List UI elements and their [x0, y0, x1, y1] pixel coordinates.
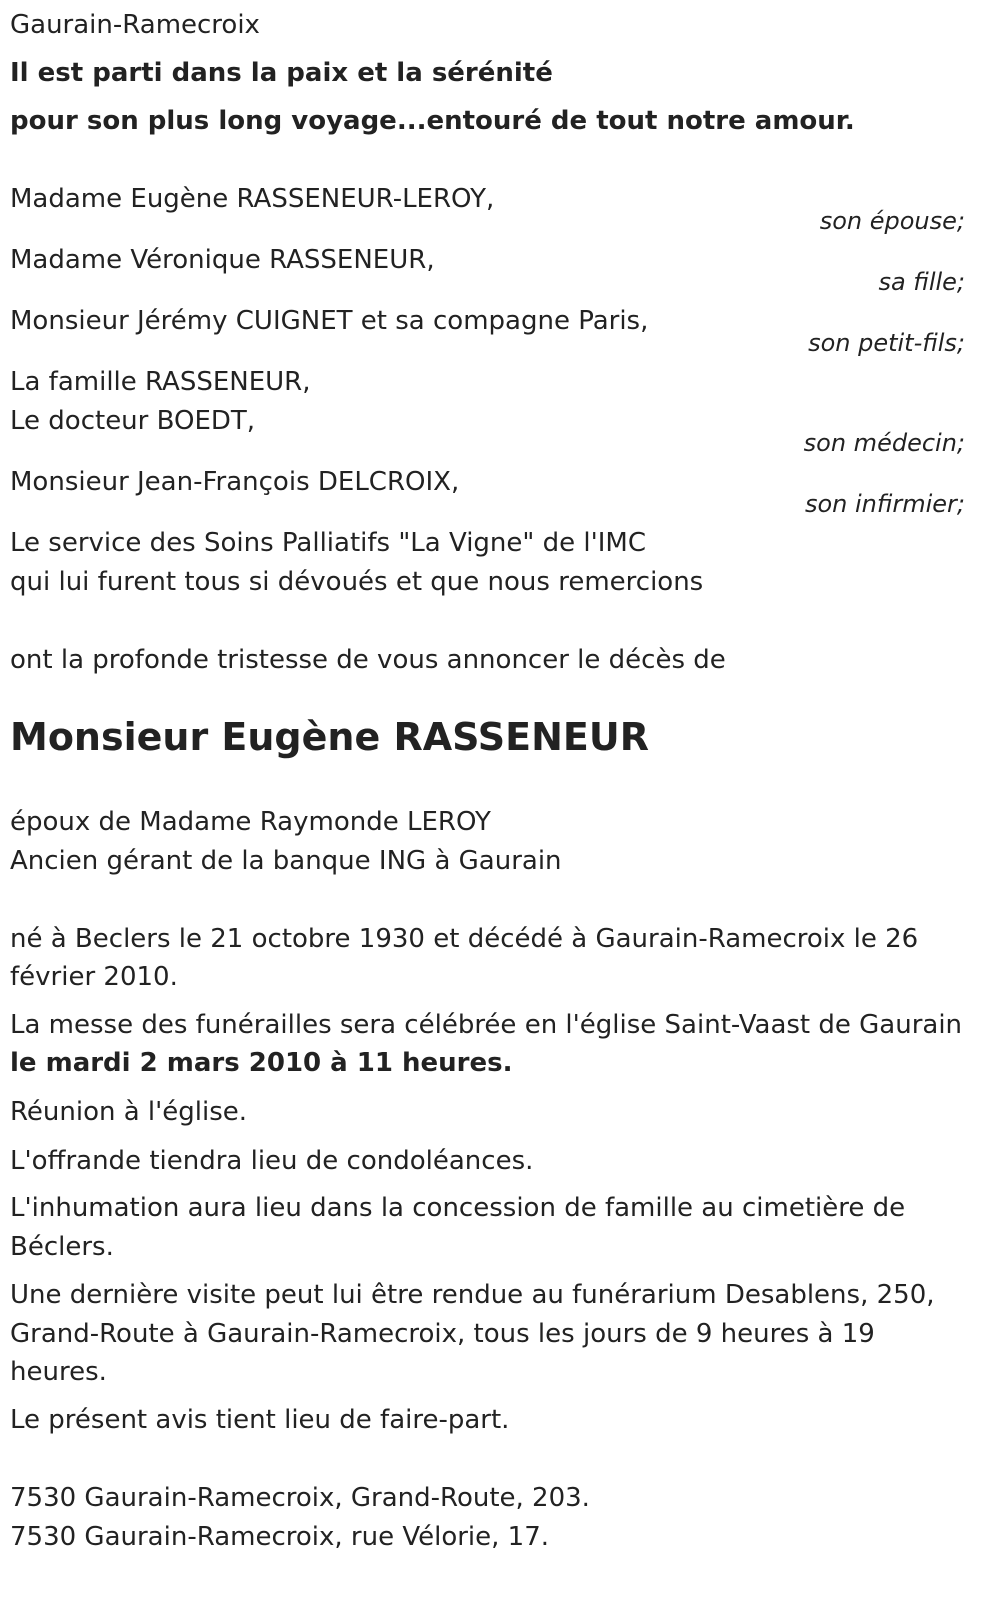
mass-date-line: le mardi 2 mars 2010 à 11 heures. — [10, 1048, 513, 1078]
family-member-doctor: Le docteur BOEDT, — [10, 406, 256, 436]
address-2: 7530 Gaurain-Ramecroix, rue Vélorie, 17. — [10, 1522, 550, 1552]
family-role-spouse: son épouse; — [819, 207, 965, 235]
family-member-grandson: Monsieur Jérémy CUIGNET et sa compagne Paris, — [10, 306, 649, 336]
family-member-spouse: Madame Eugène RASSENEUR-LEROY, — [10, 184, 495, 214]
family-role-doctor: son médecin; — [803, 429, 965, 457]
family-role-daughter: sa fille; — [878, 268, 965, 296]
spouse-line: époux de Madame Raymonde LEROY — [10, 807, 491, 837]
family-member-nurse: Monsieur Jean-François DELCROIX, — [10, 467, 460, 497]
visit-line-3: heures. — [10, 1357, 107, 1387]
gathering-text: Réunion à l'église. — [10, 1097, 248, 1127]
location-header: Gaurain-Ramecroix — [10, 10, 260, 40]
burial-line-1: L'inhumation aura lieu dans la concession de famille au cimetière de — [10, 1193, 906, 1223]
family-role-grandson: son petit-fils; — [808, 329, 965, 357]
birth-death-line-1: né à Beclers le 21 octobre 1930 et décédé à Gaurain-Ramecroix le 26 — [10, 924, 919, 954]
profession-line: Ancien gérant de la banque ING à Gaurain — [10, 846, 562, 876]
birth-death-line-2: février 2010. — [10, 962, 178, 992]
family-role-nurse: son infirmier; — [804, 490, 965, 518]
offering-text: L'offrande tiendra lieu de condoléances. — [10, 1146, 534, 1176]
visit-line-1: Une dernière visite peut lui être rendue au funérarium Desablens, 250, — [10, 1280, 935, 1310]
service-line-2: qui lui furent tous si dévoués et que nous remercions — [10, 567, 704, 597]
visit-line-2: Grand-Route à Gaurain-Ramecroix, tous les jours de 9 heures à 19 — [10, 1319, 875, 1349]
announcement-text: ont la profonde tristesse de vous annoncer le décès de — [10, 645, 726, 675]
service-line-1: Le service des Soins Palliatifs "La Vigne" de l'IMC — [10, 528, 647, 558]
notice-text: Le présent avis tient lieu de faire-part. — [10, 1405, 510, 1435]
deceased-name: Monsieur Eugène RASSENEUR — [10, 715, 649, 759]
burial-line-2: Béclers. — [10, 1232, 114, 1262]
family-member-family: La famille RASSENEUR, — [10, 367, 311, 397]
motto-line-2: pour son plus long voyage...entouré de tout notre amour. — [10, 106, 855, 136]
mass-line-1: La messe des funérailles sera célébrée en l'église Saint-Vaast de Gaurain — [10, 1010, 963, 1040]
motto-line-1: Il est parti dans la paix et la sérénité — [10, 58, 553, 88]
family-member-daughter: Madame Véronique RASSENEUR, — [10, 245, 435, 275]
address-1: 7530 Gaurain-Ramecroix, Grand-Route, 203. — [10, 1483, 590, 1513]
